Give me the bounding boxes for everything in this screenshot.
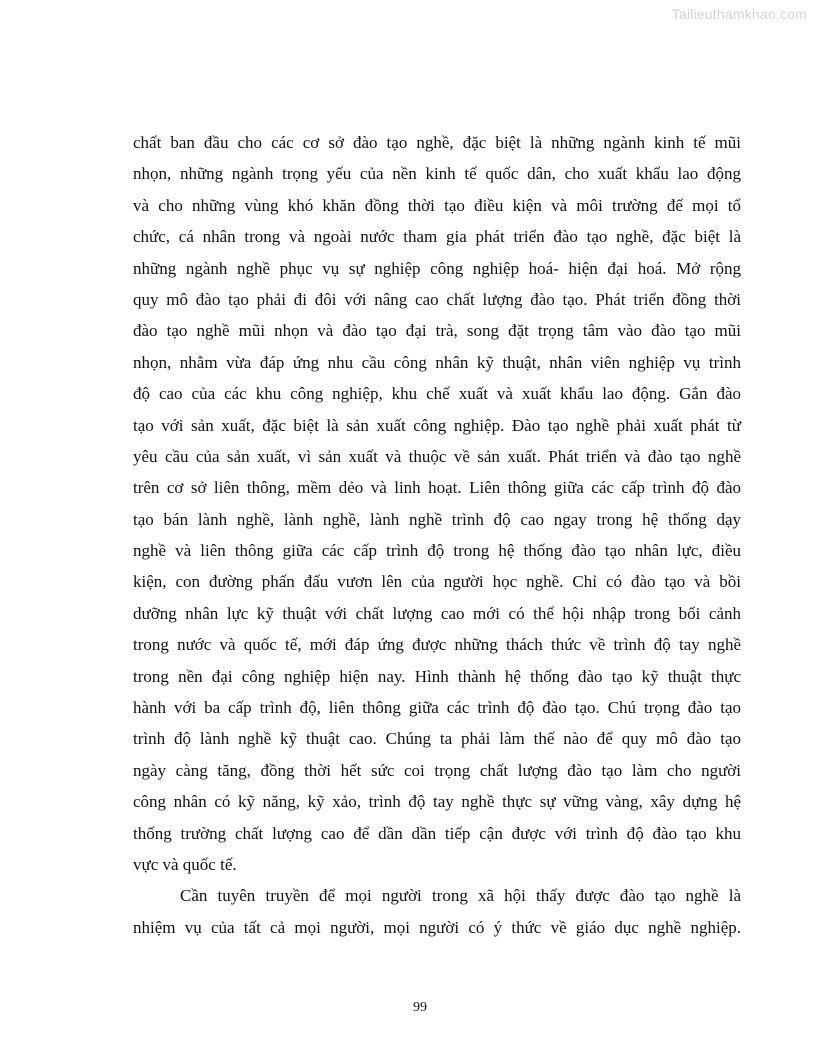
text-line: chức, cá nhân trong và ngoài nước tham gia phát triển đào tạo nghề, đặc biệt là bbox=[133, 227, 741, 247]
page-number: 99 bbox=[413, 1000, 427, 1015]
page-body bbox=[133, 127, 741, 943]
text-line: tạo bán lành nghề, lành nghề, lành nghề trình độ cao ngay trong hệ thống dạy bbox=[133, 509, 741, 529]
text-line: yêu cầu của sản xuất, vì sản xuất và thuộc về sản xuất. Phát triển và đào tạo nghề bbox=[133, 446, 741, 466]
text-line: ngày càng tăng, đồng thời hết sức coi trọng chất lượng đào tạo làm cho người bbox=[133, 760, 741, 780]
text-line: nhọn, những ngành trọng yếu của nền kinh tế quốc dân, cho xuất khẩu lao động bbox=[133, 164, 741, 184]
text-line: thống trường chất lượng cao để dần dần tiếp cận được với trình độ đào tạo khu bbox=[133, 823, 741, 843]
text-line: nhiệm vụ của tất cả mọi người, mọi người có ý thức về giáo dục nghề nghiệp. bbox=[133, 917, 741, 937]
text-line: dưỡng nhân lực kỹ thuật với chất lượng cao mới có thể hội nhập trong bối cảnh bbox=[133, 603, 741, 623]
text-line: trong nước và quốc tế, mới đáp ứng được những thách thức về trình độ tay nghề bbox=[133, 635, 741, 655]
text-line: quy mô đào tạo phải đi đôi với nâng cao chất lượng đào tạo. Phát triển đồng thời bbox=[133, 289, 741, 309]
text-line: trình độ lành nghề kỹ thuật cao. Chúng ta phải làm thế nào để quy mô đào tạo bbox=[133, 729, 741, 749]
text-line: hành với ba cấp trình độ, liên thông giữa các trình độ đào tạo. Chú trọng đào tạo bbox=[133, 698, 741, 718]
text-line: tạo với sản xuất, đặc biệt là sản xuất công nghiệp. Đào tạo nghề phải xuất phát từ bbox=[133, 415, 741, 435]
text-line: vực và quốc tế. bbox=[133, 854, 237, 874]
text-line: công nhân có kỹ năng, kỹ xảo, trình độ tay nghề thực sự vững vàng, xây dựng hệ bbox=[133, 792, 741, 812]
text-line: Cần tuyên truyền để mọi người trong xã hội thấy được đào tạo nghề là bbox=[180, 886, 741, 906]
text-line: trong nền đại công nghiệp hiện nay. Hình thành hệ thống đào tạo kỹ thuật thực bbox=[133, 666, 741, 686]
text-line: độ cao của các khu công nghiệp, khu chế xuất và xuất khẩu lao động. Gắn đào bbox=[133, 384, 741, 404]
text-line: chất ban đầu cho các cơ sở đào tạo nghề, đặc biệt là những ngành kinh tế mũi bbox=[133, 133, 741, 152]
text-line: kiện, con đường phấn đấu vươn lên của người học nghề. Chỉ có đào tạo và bồi bbox=[133, 572, 741, 592]
paragraph-1 bbox=[133, 127, 741, 880]
text-line: nhọn, nhằm vừa đáp ứng nhu cầu công nhân kỹ thuật, nhân viên nghiệp vụ trình bbox=[133, 352, 741, 372]
paragraph-2 bbox=[133, 880, 741, 943]
text-line: những ngành nghề phục vụ sự nghiệp công nghiệp hoá- hiện đại hoá. Mở rộng bbox=[133, 258, 741, 278]
text-line: trên cơ sở liên thông, mềm dẻo và linh hoạt. Liên thông giữa các cấp trình độ đào bbox=[133, 478, 741, 498]
watermark: Tailieuthamkhao.com bbox=[671, 6, 807, 22]
text-line: và cho những vùng khó khăn đồng thời tạo điều kiện và môi trường để mọi tổ bbox=[133, 195, 741, 215]
text-line: đào tạo nghề mũi nhọn và đào tạo đại trà, song đặt trọng tâm vào đào tạo mũi bbox=[133, 321, 741, 341]
text-line: nghề và liên thông giữa các cấp trình độ trong hệ thống đào tạo nhân lực, điều bbox=[133, 541, 741, 561]
